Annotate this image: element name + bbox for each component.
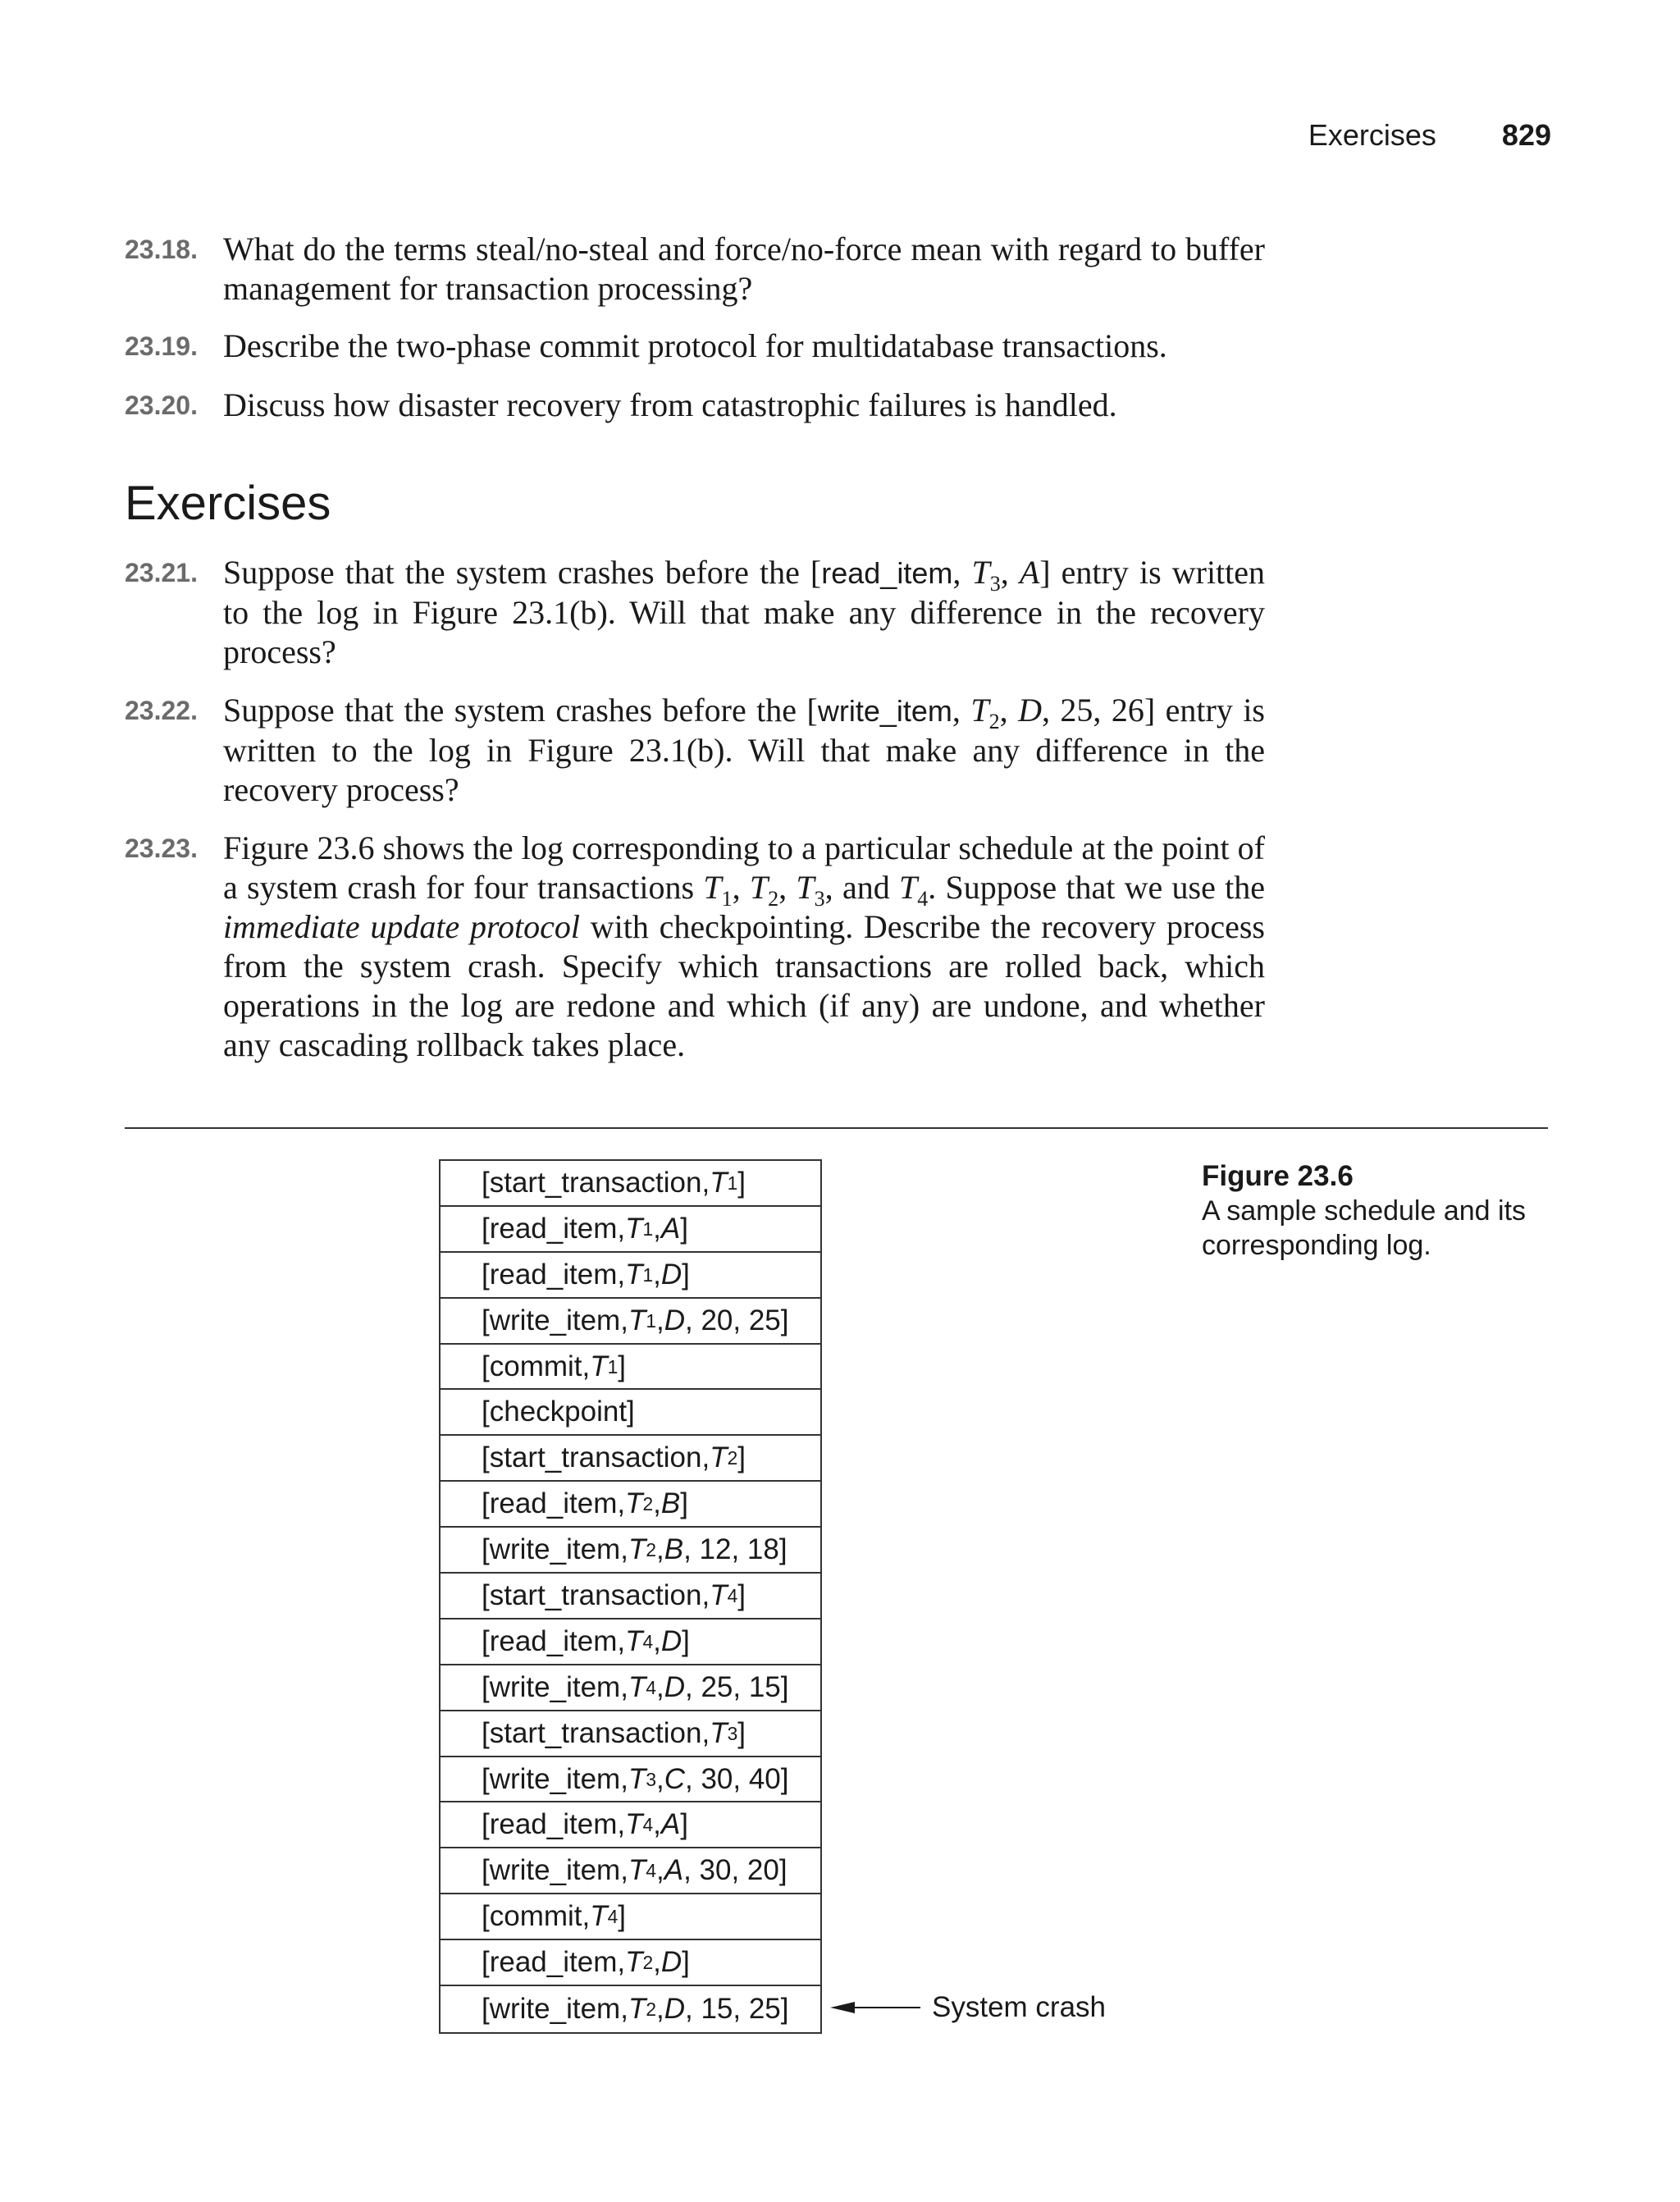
header-section-title: Exercises [1308, 118, 1436, 152]
question-number: 23.20. [125, 391, 198, 420]
exercise-text [223, 829, 1265, 1065]
figure-caption-text: A sample schedule and its corresponding log. [1202, 1195, 1527, 1261]
log-table [439, 1159, 822, 2034]
log-entry-args: , $T_2$, D, 25, 26] [952, 692, 1156, 733]
exercise-text-part: with checkpointing. Describe the recovery process from the system crash. Specify which transactions are rolled back, which operations in the log are redone and which (if any) are undone, and whether any cascading rollback takes place. [223, 908, 1265, 1063]
log-entry: [write_item, T 2 , D , 15, 25] [482, 1992, 789, 2025]
question-text: Discuss how disaster recovery from catastrophic failures is handled. [223, 386, 1117, 423]
question-text: Describe the two-phase commit protocol for multidatabase transactions. [223, 327, 1167, 364]
log-entry: [write_item, T 1 , D , 20, 25] [441, 1299, 820, 1345]
page-number: 829 [1501, 118, 1551, 152]
log-entry: [start_transaction, T 2 ] [441, 1436, 820, 1482]
exercise-text-part: Suppose that the system crashes before the [ [223, 692, 818, 729]
exercise-text-part: Figure 23.6 shows the log corresponding to a particular schedule at the point of a system crash for four transactions $T_1$, $T_2$, $T_3$, and $T_4$. Suppose that we use the [223, 829, 1266, 911]
exercise-number: 23.23. [125, 834, 198, 863]
emphasis-text: immediate update protocol [223, 908, 581, 945]
question-number: 23.19. [125, 331, 198, 361]
log-entry: [write_item, T 2 , B , 12, 18] [441, 1528, 820, 1574]
log-entry: [read_item, T 4 , D ] [441, 1620, 820, 1665]
question-number: 23.18. [125, 235, 198, 264]
log-entry-args: , $T_3$, A] [952, 554, 1051, 596]
question-text: What do the terms steal/no-steal and force/no-force mean with regard to buffer management for transaction processing? [223, 231, 1265, 307]
exercise-text-part: entry is written to the log in Figure 23.1(b). Will that make any difference in the recovery process? [223, 554, 1266, 670]
exercise-23-22 [125, 691, 1265, 810]
figure-title: Figure 23.6 [1202, 1160, 1354, 1192]
log-entry: [read_item, T 4 , A ] [441, 1802, 820, 1848]
log-entry: [checkpoint] [441, 1390, 820, 1436]
log-entry: [commit, T 1 ] [441, 1345, 820, 1391]
question-23-20 [125, 386, 1265, 425]
system-crash-label: System crash [932, 1991, 1106, 2023]
log-entry: [start_transaction, T 1 ] [441, 1161, 820, 1207]
log-entry: [start_transaction, T 3 ] [441, 1711, 820, 1757]
exercise-text-part: Suppose that the system crashes before the [ [223, 554, 822, 591]
system-crash-marker [830, 1989, 1106, 2026]
exercise-23-23 [125, 829, 1265, 1065]
exercise-text [223, 691, 1265, 810]
exercise-number: 23.22. [125, 696, 198, 725]
question-23-19 [125, 327, 1265, 366]
log-entry: [read_item, T 1 , A ] [441, 1207, 820, 1253]
figure-caption [1202, 1159, 1563, 1263]
exercise-number: 23.21. [125, 558, 198, 587]
log-entry: [commit, T 4 ] [441, 1894, 820, 1940]
log-operation-name: read_item [821, 556, 953, 590]
log-entry: [read_item, T 2 , D ] [441, 1940, 820, 1986]
log-entry: [write_item, T 4 , A , 30, 20] [441, 1848, 820, 1894]
running-header [1308, 118, 1551, 153]
log-entry: [write_item, T 3 , C , 30, 40] [441, 1757, 820, 1803]
exercise-text [223, 553, 1265, 672]
log-operation-name: write_item [817, 694, 952, 728]
question-23-18 [125, 230, 1265, 308]
log-entry: [read_item, T 2 , B ] [441, 1482, 820, 1528]
left-arrow-icon [830, 1999, 920, 2016]
log-entry: [start_transaction, T 4 ] [441, 1574, 820, 1620]
exercises-heading: Exercises [125, 477, 331, 530]
exercise-23-21 [125, 553, 1265, 672]
log-entry: [write_item, T 4 , D , 25, 15] [441, 1665, 820, 1711]
exercise-text-part: entry is written to the log in Figure 23.1(b). Will that make any difference in the recovery process? [223, 692, 1265, 808]
log-entry: [read_item, T 1 , D ] [441, 1253, 820, 1299]
figure-divider [125, 1127, 1548, 1129]
